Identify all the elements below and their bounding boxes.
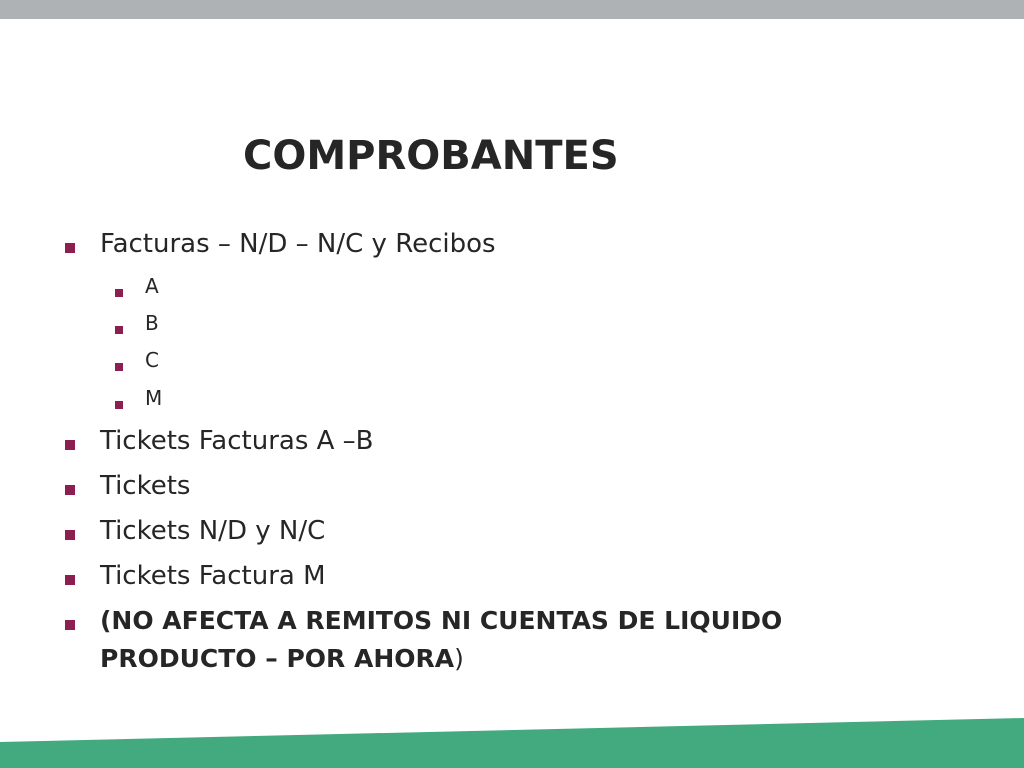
square-bullet-icon	[65, 435, 75, 445]
square-bullet-icon	[115, 356, 123, 364]
list-subitem: M	[145, 386, 163, 410]
square-bullet-icon	[65, 570, 75, 580]
list-item: Facturas – N/D – N/C y Recibos	[100, 229, 496, 259]
list-item: Tickets Facturas A –B	[100, 426, 374, 456]
bottom-band-shape	[0, 718, 1024, 768]
list-item-line1: (NO AFECTA A REMITOS NI CUENTAS DE LIQUIDO	[100, 606, 783, 635]
square-bullet-icon	[65, 238, 75, 248]
square-bullet-icon	[115, 319, 123, 327]
square-bullet-icon	[115, 282, 123, 290]
bottom-band	[0, 718, 1024, 768]
list-subitem: A	[145, 274, 159, 298]
square-bullet-icon	[65, 615, 75, 625]
list-item-line2-bold: PRODUCTO – POR AHORA	[100, 644, 455, 673]
slide-title: COMPROBANTES	[243, 133, 619, 179]
square-bullet-icon	[65, 480, 75, 490]
list-item-line2-end: )	[454, 644, 464, 673]
list-subitem: C	[145, 348, 159, 372]
top-bar	[0, 0, 1024, 19]
square-bullet-icon	[115, 394, 123, 402]
top-bar-shape	[0, 0, 1024, 19]
list-item: Tickets	[100, 471, 191, 501]
list-item: Tickets Factura M	[100, 561, 326, 591]
list-item-line2	[100, 641, 464, 677]
list-item: Tickets N/D y N/C	[100, 516, 326, 546]
square-bullet-icon	[65, 525, 75, 535]
list-subitem: B	[145, 311, 159, 335]
